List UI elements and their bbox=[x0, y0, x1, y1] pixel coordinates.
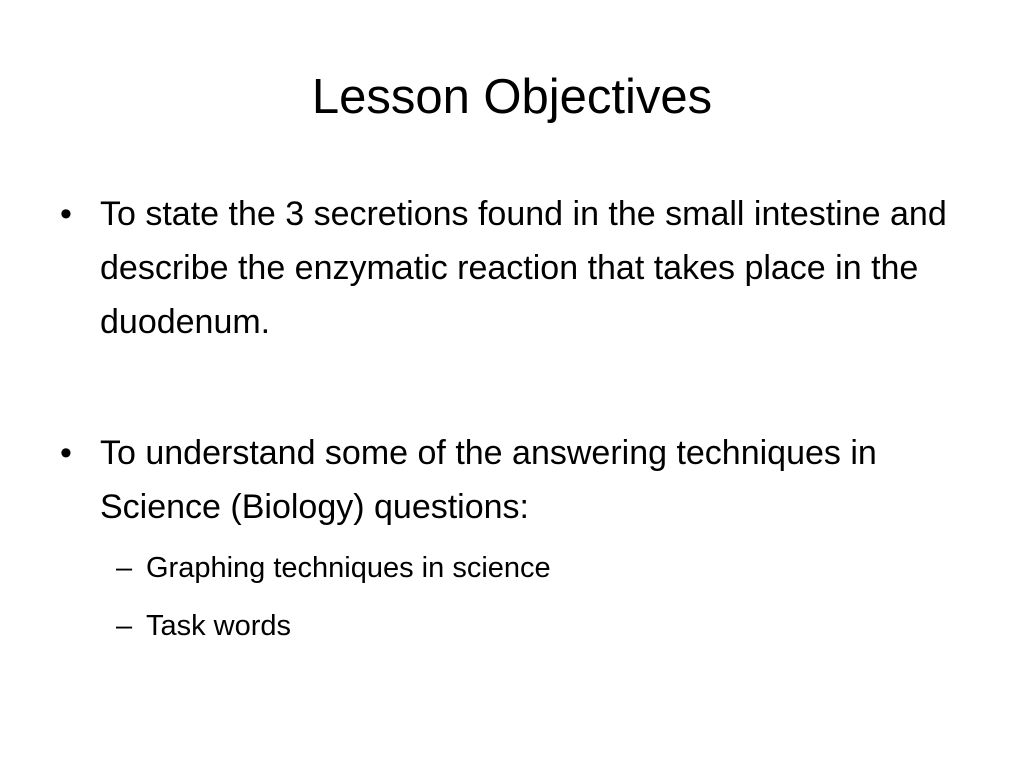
sub-bullet-item bbox=[116, 548, 916, 588]
sub-bullet-text: Task words bbox=[146, 610, 292, 642]
sub-bullet-item bbox=[116, 606, 916, 646]
slide-title: Lesson Objectives bbox=[311, 70, 713, 124]
bullet-item bbox=[60, 187, 960, 349]
bullet-marker: • bbox=[60, 434, 72, 472]
bullet-marker: • bbox=[60, 195, 72, 233]
sub-bullet-marker: – bbox=[116, 552, 133, 584]
bullet-text: To state the 3 secretions found in the small intestine and describe the enzymatic reaction that takes place in the duodenum. bbox=[100, 195, 947, 341]
sub-bullet-text: Graphing techniques in science bbox=[146, 552, 551, 584]
bullet-text: To understand some of the answering techniques in Science (Biology) questions: bbox=[100, 434, 877, 526]
bullet-item bbox=[60, 426, 960, 534]
sub-bullet-marker: – bbox=[116, 610, 133, 642]
